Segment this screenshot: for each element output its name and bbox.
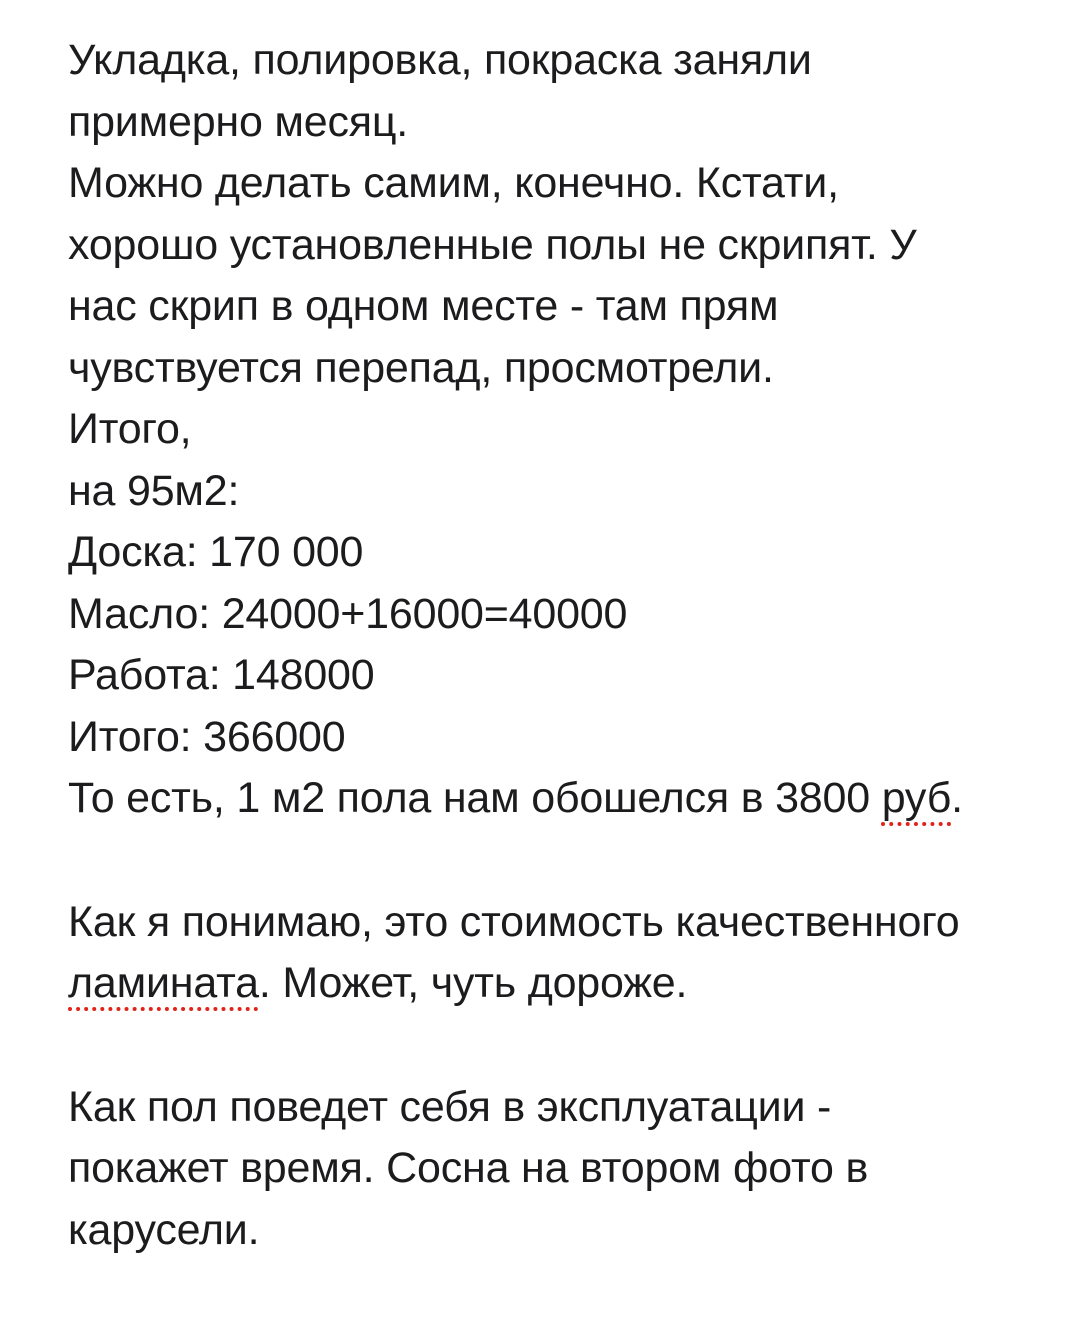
text-line (68, 953, 1058, 1015)
text-line: покажет время. Сосна на втором фото в (68, 1144, 869, 1192)
text-line: хорошо установленные полы не скрипят. У (68, 220, 917, 269)
paragraph-1 (68, 30, 1058, 830)
note-text[interactable] (68, 30, 1058, 1261)
text-line: Доска: 170 000 (68, 528, 364, 576)
text-line: Укладка, полировка, покраска заняли (68, 36, 812, 84)
text-segment: То есть, 1 м2 пола нам обошелся в 3800 (68, 774, 882, 822)
text-line: чувствуется перепад, просмотрели. (68, 343, 774, 392)
text-line: Итого: 366000 (68, 712, 346, 761)
text-line: карусели. (68, 1205, 260, 1254)
text-line: Итого, (68, 405, 192, 453)
text-line: Можно делать самим, конечно. Кстати, (68, 159, 839, 207)
paragraph-2 (68, 892, 1058, 1015)
text-line: на 95м2: (68, 466, 240, 515)
text-line: примерно месяц. (68, 97, 409, 146)
text-line: Масло: 24000+16000=40000 (68, 589, 628, 638)
misspelled-word[interactable]: ламината (68, 959, 259, 1007)
text-line: Как пол поведет себя в эксплуатации - (68, 1082, 832, 1131)
text-segment: . Может, чуть дороже. (258, 959, 688, 1007)
text-line (68, 768, 1058, 830)
paragraph-3 (68, 1077, 1058, 1262)
blank-line (68, 1015, 1058, 1077)
misspelled-word[interactable]: руб (881, 774, 952, 822)
blank-line (68, 830, 1058, 892)
text-line: Работа: 148000 (68, 651, 375, 699)
text-segment: . (951, 774, 963, 822)
text-line: Как я понимаю, это стоимость качественного (68, 897, 960, 946)
text-line: нас скрип в одном месте - там прям (68, 282, 779, 330)
